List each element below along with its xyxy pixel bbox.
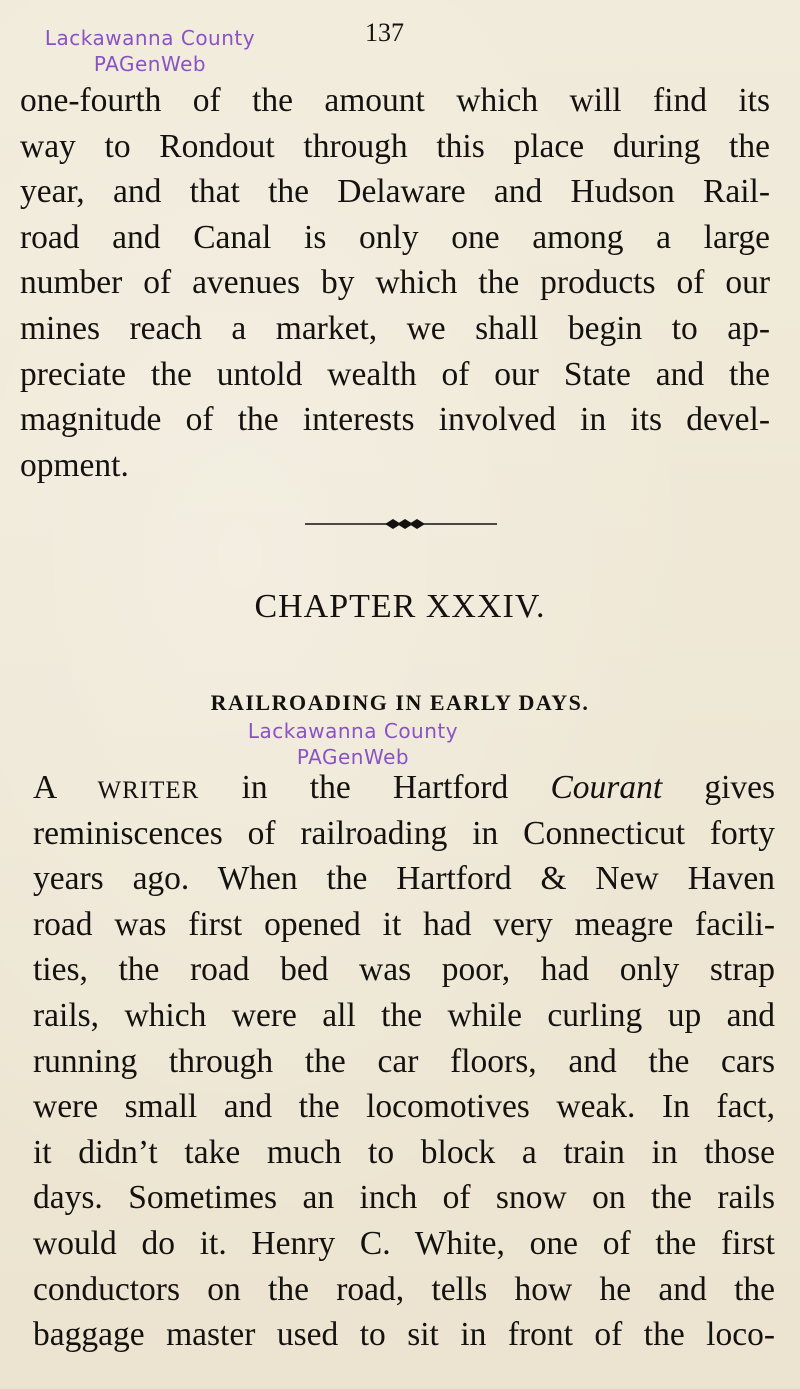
text-line: conductors on the road, tells how he and the — [33, 1270, 775, 1308]
text-line: ties, the road bed was poor, had only strap — [33, 951, 775, 989]
chapter-subtitle: RAILROADING IN EARLY DAYS. — [210, 690, 590, 715]
text-line: preciate the untold wealth of our State and the — [20, 355, 770, 393]
text-line: baggage master used to sit in front of the loco- — [33, 1316, 775, 1354]
text-line: way to Rondout through this place during the — [20, 127, 770, 165]
chapter-title: CHAPTER XXXIV. — [254, 588, 546, 625]
paragraph-2 — [33, 765, 775, 1358]
text-line: road was first opened it had very meagre facili- — [33, 905, 775, 943]
text-line: mines reach a market, we shall begin to ap- — [20, 309, 770, 347]
text-line: reminiscences of railroading in Connecticut forty — [33, 814, 775, 852]
text-line: road and Canal is only one among a large — [20, 218, 770, 256]
text-line: it didn’t take much to block a train in those — [33, 1133, 775, 1171]
text-line: magnitude of the interests involved in its devel- — [20, 401, 770, 439]
small-caps-word: WRITER — [97, 777, 200, 804]
text-line: year, and that the Delaware and Hudson Rail- — [20, 173, 770, 211]
drop-cap: A — [33, 769, 56, 806]
watermark-top — [20, 25, 280, 77]
watermark-middle — [222, 718, 484, 770]
paragraph-1 — [20, 78, 770, 488]
text-line: number of avenues by which the products of our — [20, 264, 770, 302]
italic-title: Courant — [550, 769, 663, 806]
text-line: days. Sometimes an inch of snow on the rails — [33, 1179, 775, 1217]
text-run: in the Hartford — [241, 769, 509, 806]
first-line — [33, 765, 775, 811]
watermark-line-2: PAGenWeb — [296, 745, 410, 769]
text-line: would do it. Henry C. White, one of the first — [33, 1224, 775, 1262]
text-line: rails, which were all the while curling up and — [33, 996, 775, 1034]
text-line: one-fourth of the amount which will find its — [20, 82, 770, 119]
text-line: running through the car floors, and the cars — [33, 1042, 775, 1080]
section-divider-ornament — [305, 515, 497, 533]
text-line: years ago. When the Hartford & New Haven — [33, 860, 775, 898]
page-number: 137 — [365, 18, 404, 47]
text-run: gives — [704, 769, 776, 806]
watermark-line-1: Lackawanna County — [247, 719, 459, 743]
text-line: opment. — [20, 446, 129, 484]
watermark-line-1: Lackawanna County — [44, 26, 256, 50]
watermark-line-2: PAGenWeb — [93, 52, 207, 76]
text-line: were small and the locomotives weak. In fact, — [33, 1088, 775, 1126]
